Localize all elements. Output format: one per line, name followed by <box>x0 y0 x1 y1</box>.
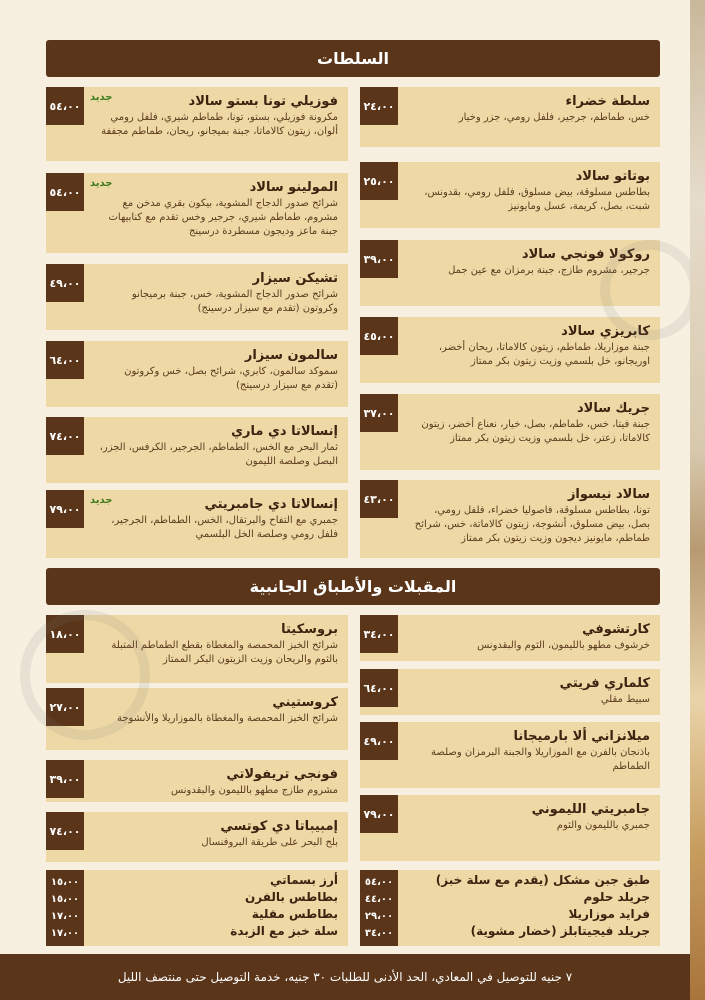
item-name: سالمون سيزار <box>244 348 338 363</box>
price-tag: ٧٩،٠٠ <box>360 795 398 833</box>
menu-item-card <box>46 615 348 683</box>
item-name: فونجي تريفولاتي <box>226 767 338 782</box>
menu-item-card <box>360 480 660 558</box>
item-description: شرائح الخبز المحمصة والمغطاة بالموزاريلا والأنشوجة <box>117 713 338 724</box>
price-tag: ١٥،٠٠ <box>50 877 80 888</box>
menu-item-card <box>360 722 660 788</box>
menu-item-card <box>360 615 660 661</box>
price-tag: ٥٤،٠٠ <box>364 877 394 888</box>
item-name: إمبيباتا دي كوتسي <box>220 819 338 834</box>
item-name: تشيكن سيزار <box>252 271 338 286</box>
item-name: جريك سالاد <box>577 401 650 416</box>
price-column <box>46 870 84 946</box>
new-badge: جديد <box>90 92 113 103</box>
side-item: بطاطس بالفرن <box>244 890 338 904</box>
salads-header: السلطات <box>46 40 660 77</box>
sides-list <box>46 870 348 946</box>
item-description: جبنة موزاريلا، طماطم، زيتون كالاماتا، ريحان أخضر، اوريجانو، خل بلسمي وزيت زيتون بكر ممتاز <box>438 342 650 367</box>
item-name: إنسالاتا دي ماري <box>231 424 338 439</box>
item-description: شرائح صدور الدجاج المشوية، بيكون بقري مدخن مع مشروم، طماطم شيري، جرجير وخس تقدم مع كنابيهات جبنة ماعز وديجون مسطردة درسينج <box>108 198 338 237</box>
price-tag: ٥٤،٠٠ <box>46 173 84 211</box>
item-description: مشروم طازج مطهو بالليمون والبقدونس <box>171 785 338 796</box>
price-tag: ٧٤،٠٠ <box>46 812 84 850</box>
side-item: بطاطس مقلية <box>251 907 338 921</box>
item-description: جمبري مع التفاح والبرتقال، الخس، الطماطم، الجرجير، فلفل رومي وصلصة الخل البلسمي <box>111 515 338 540</box>
delivery-footer: ٧ جنيه للتوصيل في المعادي، الحد الأدنى للطلبات ٣٠ جنيه، خدمة التوصيل حتى منتصف الليل <box>0 954 690 1000</box>
item-name: روكولا فونجي سالاد <box>521 247 650 262</box>
menu-item-card <box>360 669 660 715</box>
item-name: كارتشوفي <box>582 622 650 637</box>
side-item: طبق جبن مشكل (يقدم مع سلة خبز) <box>435 873 650 887</box>
new-badge: جديد <box>90 495 113 506</box>
price-tag: ٢٩،٠٠ <box>364 911 394 922</box>
menu-item-card <box>360 87 660 147</box>
item-description: سبيط مقلي <box>600 694 650 705</box>
menu-item-card <box>360 795 660 861</box>
price-tag: ٥٤،٠٠ <box>46 87 84 125</box>
menu-item-card <box>46 490 348 558</box>
item-name: المولينو سالاد <box>249 180 338 195</box>
item-description: خرشوف مطهو بالليمون، الثوم والبقدونس <box>477 640 650 651</box>
item-description: جبنة فيتا، خس، طماطم، بصل، خيار، نعناع أخضر، زيتون كالاماتا، زعتر، خل بلسمي وزيت زيتون بكر ممتاز <box>421 419 650 444</box>
menu-item-card <box>360 317 660 383</box>
price-tag: ٧٤،٠٠ <box>46 417 84 455</box>
new-badge: جديد <box>90 178 113 189</box>
item-name: إنسالاتا دي جامبريتي <box>204 497 338 512</box>
item-description: شرائح صدور الدجاج المشوية، خس، جبنة برميجانو وكروتون (تقدم مع سيزار درسينج) <box>131 289 338 314</box>
item-description: بلح البحر على طريقة البروفنسال <box>201 837 338 848</box>
price-tag: ٤٩،٠٠ <box>360 722 398 760</box>
price-tag: ٣٩،٠٠ <box>46 760 84 798</box>
side-item: فرايد موزاريلا <box>568 907 650 921</box>
item-name: كلماري فريتي <box>559 676 650 691</box>
item-name: جامبريتي الليموني <box>531 802 650 817</box>
price-tag: ١٨،٠٠ <box>46 615 84 653</box>
price-column <box>360 870 398 946</box>
menu-item-card <box>360 162 660 228</box>
item-description: بطاطس مسلوقة، بيض مسلوق، فلفل رومي، بقدونس، شبت، بصل، كريمة، عسل ومايونيز <box>424 187 650 212</box>
price-tag: ٢٧،٠٠ <box>46 688 84 726</box>
item-description: سموكد سالمون، كابري، شرائح بصل، خس وكروتون (تقدم مع سيزار درسينج) <box>124 366 338 391</box>
item-description: جرجير، مشروم طازج، جبنة برمزان مع عين جمل <box>448 265 650 276</box>
item-name: فوزيلي تونا بستو سالاد <box>188 94 338 109</box>
price-tag: ٤٤،٠٠ <box>364 894 394 905</box>
sides-list <box>360 870 660 946</box>
price-tag: ٣٧،٠٠ <box>360 394 398 432</box>
menu-item-card <box>360 394 660 470</box>
item-description: باذنجان بالفرن مع الموزاريلا والجبنة البرمزان وصلصة الطماطم <box>431 747 650 772</box>
item-name: ميلانزاني ألا بارميجانا <box>513 729 650 744</box>
item-name: كروستيني <box>272 695 338 710</box>
item-description: خس، طماطم، جرجير، فلفل رومي، جزر وخيار <box>458 112 650 123</box>
menu-item-card <box>46 688 348 750</box>
menu-item-card <box>46 264 348 330</box>
menu-item-card <box>46 341 348 407</box>
menu-item-card <box>46 760 348 802</box>
item-name: بوتاتو سالاد <box>575 169 650 184</box>
item-description: ثمار البحر مع الخس، الطماطم، الجرجير، الكرفس، الجزر، البصل وصلصة الليمون <box>99 442 338 467</box>
item-name: سالاد نيسواز <box>567 487 650 502</box>
item-description: تونا، بطاطس مسلوقة، فاصوليا خضراء، فلفل رومي، بصل، بيض مسلوق، أنشوجة، زيتون كالاماتة، خس، شرائح طماطم، مايونيز ديجون وزيت زيتون بكر ممتاز <box>414 505 650 544</box>
price-tag: ٢٥،٠٠ <box>360 162 398 200</box>
price-tag: ٢٤،٠٠ <box>360 87 398 125</box>
side-item: جريلد حلوم <box>583 890 650 904</box>
food-photo-strip <box>690 0 705 1000</box>
price-tag: ٦٤،٠٠ <box>360 669 398 707</box>
appetizers-header: المقبلات والأطباق الجانبية <box>46 568 660 605</box>
price-tag: ١٥،٠٠ <box>50 894 80 905</box>
price-tag: ١٧،٠٠ <box>50 928 80 939</box>
menu-item-card <box>360 240 660 306</box>
price-tag: ٦٤،٠٠ <box>46 341 84 379</box>
item-description: جمبري بالليمون والثوم <box>556 820 650 831</box>
price-tag: ٤٥،٠٠ <box>360 317 398 355</box>
price-tag: ٤٩،٠٠ <box>46 264 84 302</box>
item-name: كابريزي سالاد <box>561 324 650 339</box>
price-tag: ٣٤،٠٠ <box>360 615 398 653</box>
price-tag: ٤٣،٠٠ <box>360 480 398 518</box>
side-item: سلة خبز مع الزبدة <box>230 924 338 938</box>
side-item: جريلد فيجيتابلز (خضار مشوية) <box>470 924 650 938</box>
price-tag: ١٧،٠٠ <box>50 911 80 922</box>
item-description: شرائح الخبز المحمصة والمغطاة بقطع الطماطم المتبلة بالثوم والريحان وزيت الزيتون البكر الممتاز <box>111 640 338 665</box>
item-name: بروسكيتا <box>281 622 338 637</box>
item-name: سلطة خضراء <box>565 94 650 109</box>
price-tag: ٧٩،٠٠ <box>46 490 84 528</box>
item-description: مكرونة فوزيلي، بستو، تونا، طماطم شيري، فلفل رومي ألوان، زيتون كالاماتا، جبنة بميجانو، ريحان، طماطم مجففة <box>101 112 338 137</box>
price-tag: ٣٤،٠٠ <box>364 928 394 939</box>
side-item: أرز بسماتي <box>269 873 338 887</box>
menu-item-card <box>46 812 348 862</box>
price-tag: ٣٩،٠٠ <box>360 240 398 278</box>
menu-item-card <box>46 173 348 253</box>
menu-item-card <box>46 87 348 161</box>
menu-item-card <box>46 417 348 483</box>
